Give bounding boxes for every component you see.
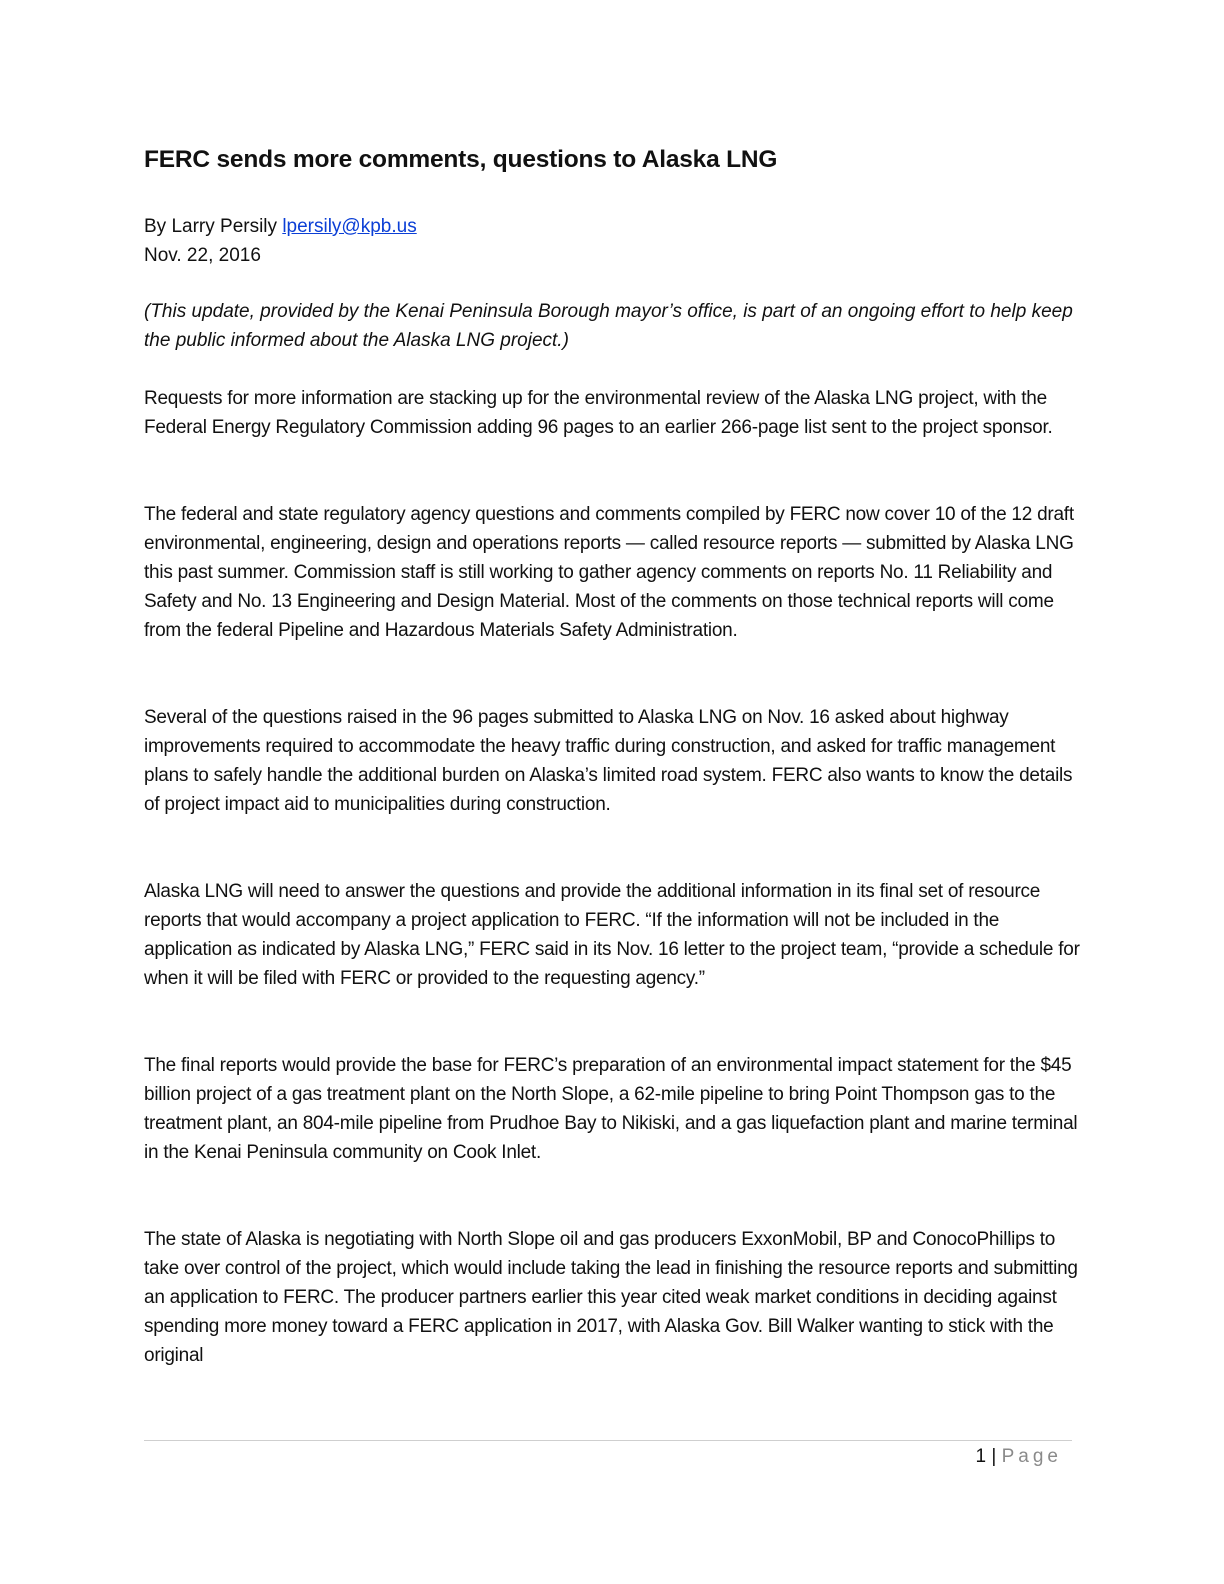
author-email-link[interactable]: lpersily@kpb.us	[282, 216, 417, 237]
intro-note: (This update, provided by the Kenai Peninsula Borough mayor’s office, is part of an ongoing effort to help keep the public informed about the Alaska LNG project.)	[144, 301, 1073, 351]
document-page	[144, 0, 1080, 1584]
page-label: Page	[1001, 1446, 1062, 1467]
paragraph-1: Requests for more information are stacking up for the environmental review of the Alaska LNG project, with the Federal Energy Regulatory Commission adding 96 pages to an earlier 266-page list sent to the project sponsor.	[144, 388, 1053, 438]
footer-separator: |	[986, 1446, 1002, 1467]
paragraph-6: The state of Alaska is negotiating with North Slope oil and gas producers ExxonMobil, BP and ConocoPhillips to take over control of the project, which would include taking the lead in finishing the resource reports and submitting an application to FERC. The producer partners earlier this year cited weak market conditions in deciding against spending more money toward a FERC application in 2017, with Alaska Gov. Bill Walker wanting to stick with the original	[144, 1229, 1078, 1366]
paragraph-2: The federal and state regulatory agency questions and comments compiled by FERC now cover 10 of the 12 draft environmental, engineering, design and operations reports — called resource reports — submitted by Alaska LNG this past summer. Commission staff is still working to gather agency comments on reports No. 11 Reliability and Safety and No. 13 Engineering and Design Material. Most of the comments on those technical reports will come from the federal Pipeline and Hazardous Materials Safety Administration.	[144, 504, 1074, 641]
page-number: 1	[975, 1446, 987, 1467]
paragraph-3: Several of the questions raised in the 96 pages submitted to Alaska LNG on Nov. 16 asked about highway improvements required to accommodate the heavy traffic during construction, and asked for traffic management plans to safely handle the additional burden on Alaska’s limited road system. FERC also wants to know the details of project impact aid to municipalities during construction.	[144, 707, 1073, 815]
byline-prefix: By Larry Persily	[144, 216, 283, 237]
footer-divider	[144, 1440, 1072, 1441]
article-title: FERC sends more comments, questions to Alaska LNG	[144, 146, 778, 173]
article-date: Nov. 22, 2016	[144, 245, 261, 266]
author-line	[144, 212, 417, 241]
page-footer	[976, 1446, 1062, 1468]
byline	[144, 212, 417, 270]
paragraph-5: The final reports would provide the base for FERC’s preparation of an environmental impact statement for the $45 billion project of a gas treatment plant on the North Slope, a 62-mile pipeline to bring Point Thompson gas to the treatment plant, an 804-mile pipeline from Prudhoe Bay to Nikiski, and a gas liquefaction plant and marine terminal in the Kenai Peninsula community on Cook Inlet.	[144, 1055, 1078, 1163]
paragraph-4: Alaska LNG will need to answer the questions and provide the additional information in its final set of resource reports that would accompany a project application to FERC. “If the information will not be included in the application as indicated by Alaska LNG,” FERC said in its Nov. 16 letter to the project team, “provide a schedule for when it will be filed with FERC or provided to the requesting agency.”	[144, 881, 1080, 989]
